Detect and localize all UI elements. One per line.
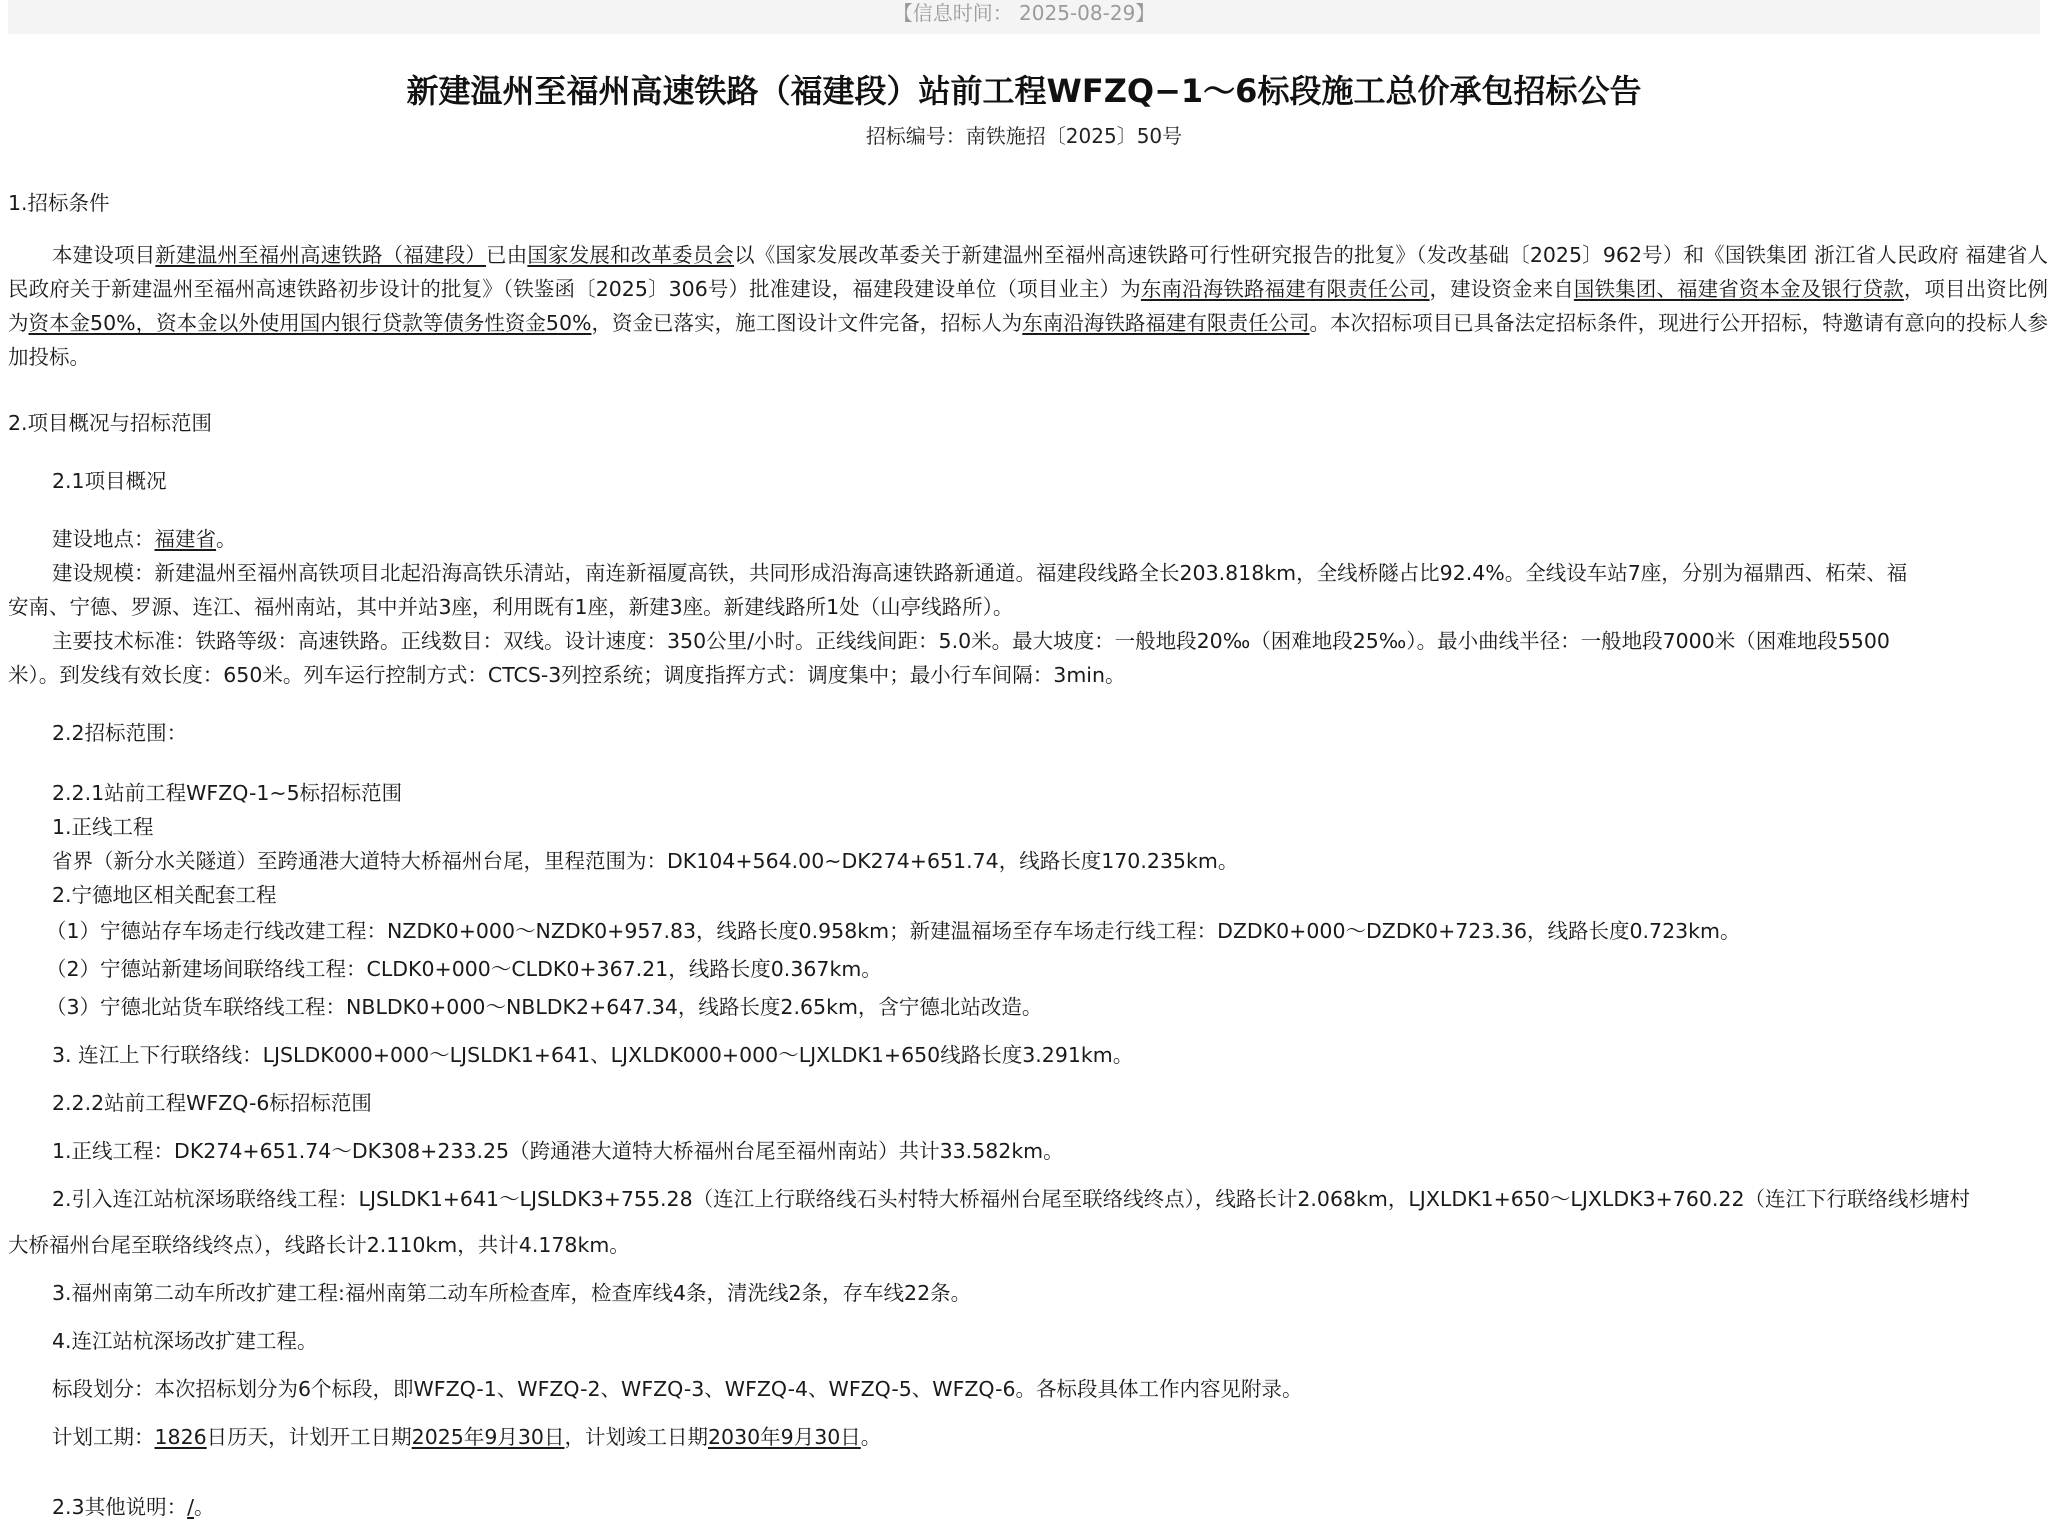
tech-line-2: 米）。到发线有效长度：650米。列车运行控制方式：CTCS-3列控系统；调度指挥方式：调度集中；最小行车间隔：3min。 <box>8 663 1126 687</box>
start-date: 2025年9月30日 <box>411 1425 565 1449</box>
fund-ratio: 资本金50%，资本金以外使用国内银行贷款等债务性资金50% <box>28 311 592 335</box>
scope-item: （2）宁德站新建场间联络线工程：CLDK0+000～CLDK0+367.21，线路长度0.367km。 <box>46 957 882 981</box>
scope-item: 1.正线工程：DK274+651.74～DK308+233.25（跨通港大道特大桥福州台尾至福州南站）共计33.582km。 <box>52 1139 1064 1163</box>
other-notes-value: / <box>187 1495 195 1519</box>
tenderer-name: 东南沿海铁路福建有限责任公司 <box>1022 311 1310 335</box>
location-line: 建设地点：福建省。 <box>52 527 237 551</box>
scope-item: 2.引入连江站杭深场联络线工程：LJSLDK1+641～LJSLDK3+755.28（连江上行联络线石头村特大桥福州台尾至联络线终点），线路长计2.068km，LJXLDK1+650～LJXLDK3+760.22（连江下行联络线杉塘村 <box>52 1187 1971 1211</box>
section-1-heading: 1.招标条件 <box>8 191 110 215</box>
fund-source: 国铁集团、福建省资本金及银行贷款 <box>1573 277 1904 301</box>
scope-item: 2.宁德地区相关配套工程 <box>52 883 277 907</box>
scale-line-2: 安南、宁德、罗源、连江、福州南站，其中并站3座，利用既有1座，新建3座。新建线路所1处（山亭线路所）。 <box>8 595 1014 619</box>
duration-days: 1826 <box>154 1425 207 1449</box>
section-2-1-heading: 2.1项目概况 <box>52 469 167 493</box>
scope-item: （1）宁德站存车场走行线改建工程：NZDK0+000～NZDK0+957.83，线路长度0.958km；新建温福场至存车场走行线工程：DZDK0+000～DZDK0+723.36，线路长度0.723km。 <box>46 919 1741 943</box>
section-2-2-2-heading: 2.2.2站前工程WFZQ-6标招标范围 <box>52 1091 372 1115</box>
section-2-heading: 2.项目概况与招标范围 <box>8 411 213 435</box>
scope-item: 3.福州南第二动车所改扩建工程:福州南第二动车所检查库，检查库线4条，清洗线2条，存车线22条。 <box>52 1281 972 1305</box>
section-1-paragraph: 本建设项目新建温州至福州高速铁路（福建段）已由国家发展和改革委员会以《国家发展改革委关于新建温州至福州高速铁路可行性研究报告的批复》（发改基础〔2025〕962号）和《国铁集团 浙江省人民政府 福建省人民政府关于新建温州至福州高速铁路初步设计的批复》（铁鉴函〔2025〕306号）批准建设，福建段建设单位（项目业主）为东南沿海铁路福建有限责任公司，建设资金来自国铁集团、福建省资本金及银行贷款，项目出资比例为资本金50%，资本金以外使用国内银行贷款等债务性资金50%，资金已落实，施工图设计文件完备，招标人为东南沿海铁路福建有限责任公司。本次招标项目已具备法定招标条件，现进行公开招标，特邀请有意向的投标人参加投标。 <box>8 243 2048 369</box>
tech-line-1: 主要技术标准：铁路等级：高速铁路。正线数目：双线。设计速度：350公里/小时。正线线间距：5.0米。最大坡度：一般地段20‰（困难地段25‰）。最小曲线半径：一般地段7000米（困难地段5500 <box>52 629 1890 653</box>
section-2-2-heading: 2.2招标范围： <box>52 721 188 745</box>
schedule-line: 计划工期：1826日历天，计划开工日期2025年9月30日，计划竣工日期2030年9月30日。 <box>52 1425 882 1449</box>
end-date: 2030年9月30日 <box>707 1425 861 1449</box>
location-value: 福建省 <box>154 527 216 551</box>
lot-division: 标段划分：本次招标划分为6个标段，即WFZQ-1、WFZQ-2、WFZQ-3、WFZQ-4、WFZQ-5、WFZQ-6。各标段具体工作内容见附录。 <box>52 1377 1303 1401</box>
owner-name: 东南沿海铁路福建有限责任公司 <box>1140 277 1430 301</box>
scope-item: （3）宁德北站货车联络线工程：NBLDK0+000～NBLDK2+647.34，线路长度2.65km，含宁德北站改造。 <box>46 995 1043 1019</box>
tender-number: 招标编号：南铁施招〔2025〕50号 <box>865 124 1183 148</box>
section-2-3-heading: 2.3其他说明： <box>52 1495 188 1519</box>
approver-name: 国家发展和改革委员会 <box>527 243 735 267</box>
page-title: 新建温州至福州高速铁路（福建段）站前工程WFZQ−1～6标段施工总价承包招标公告 <box>406 72 1642 110</box>
scope-item: 省界（新分水关隧道）至跨通港大道特大桥福州台尾，里程范围为：DK104+564.00~DK274+651.74，线路长度170.235km。 <box>52 849 1239 873</box>
project-name-link: 新建温州至福州高速铁路（福建段） <box>155 243 487 267</box>
scope-item: 3. 连江上下行联络线：LJSLDK000+000～LJSLDK1+641、LJXLDK000+000～LJXLDK1+650线路长度3.291km。 <box>52 1043 1134 1067</box>
scale-line-1: 建设规模：新建温州至福州高铁项目北起沿海高铁乐清站，南连新福厦高铁，共同形成沿海高速铁路新通道。福建段线路全长203.818km，全线桥隧占比92.4%。全线设车站7座，分别为福鼎西、柘荣、福 <box>52 561 1908 585</box>
info-time-bar: 【信息时间： 2025-08-29】 <box>8 0 2040 34</box>
scope-item: 大桥福州台尾至联络线终点），线路长计2.110km，共计4.178km。 <box>8 1233 630 1257</box>
section-2-2-1-heading: 2.2.1站前工程WFZQ-1~5标招标范围 <box>52 781 403 805</box>
scope-item: 4.连江站杭深场改扩建工程。 <box>52 1329 318 1353</box>
scope-item: 1.正线工程 <box>52 815 154 839</box>
other-notes-line: 2.3其他说明：/。 <box>52 1495 215 1519</box>
